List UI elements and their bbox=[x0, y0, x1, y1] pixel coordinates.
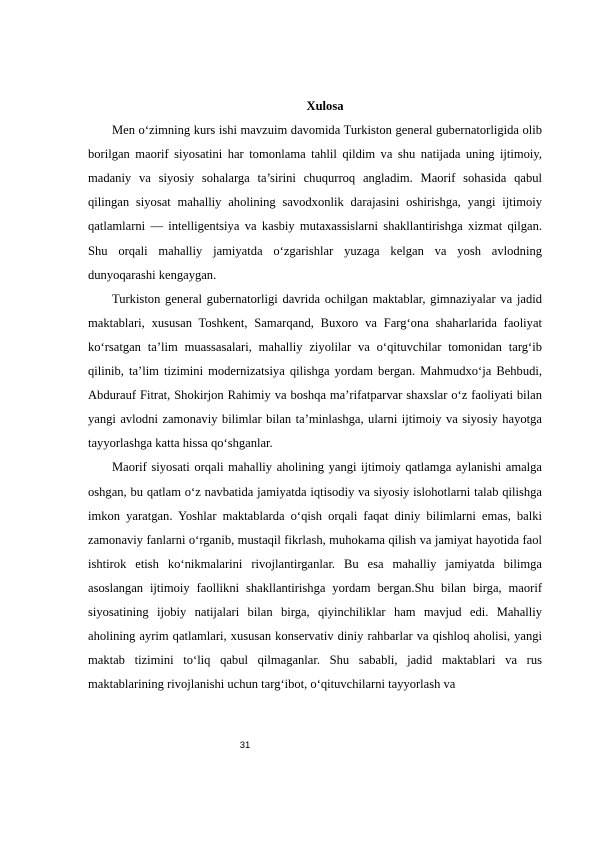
paragraph-1: Men o‘zimning kurs ishi mavzuim davomida Turkiston general gubernatorligida olib borilgan maorif siyosatini har tomonlama tahlil qildim va shu natijada uning ijtimoiy, madaniy va siyosiy sohalarga ta’sirini chuqurroq angladim. Maorif sohasida qabul qilingan siyosat mahalliy aholining savodxonlik darajasini oshirishga, yangi ijtimoiy qatlamlarni — intelligentsiya va kasbiy mutaxassislarni shakllantirishga xizmat qilgan. Shu orqali mahalliy jamiyatda o‘zgarishlar yuzaga kelgan va yosh avlodning dunyoqarashi kengaygan. bbox=[88, 123, 542, 282]
page-number: 31 bbox=[239, 740, 251, 751]
document-body bbox=[88, 94, 542, 696]
section-title: Xulosa bbox=[306, 99, 344, 113]
paragraph-3: Maorif siyosati orqali mahalliy aholining yangi ijtimoiy qatlamga aylanishi amalga oshgan, bu qatlam o‘z navbatida jamiyatda iqtisodiy va siyosiy islohotlarni talab qilishga imkon yaratgan. Yoshlar maktablarda o‘qish orqali faqat diniy bilimlarni emas, balki zamonaviy fanlarni o‘rganib, mustaqil fikrlash, muhokama qilish va jamiyat hayotida faol ishtirok etish ko‘nikmalarini rivojlantirganlar. Bu esa mahalliy jamiyatda bilimga asoslangan ijtimoiy faollikni shakllantirishga yordam bergan.Shu bilan birga, maorif siyosatining ijobiy natijalari bilan birga, qiyinchiliklar ham mavjud edi. Mahalliy aholining ayrim qatlamlari, xususan konservativ diniy rahbarlar va qishloq aholisi, yangi maktab tizimini to‘liq qabul qilmaganlar. Shu sababli, jadid maktablari va rus maktablarining rivojlanishi uchun targ‘ibot, o‘qituvchilarni tayyorlash va bbox=[88, 460, 542, 692]
paragraph-2: Turkiston general gubernatorligi davrida ochilgan maktablar, gimnaziyalar va jadid maktablari, xususan Toshkent, Samarqand, Buxoro va Farg‘ona shaharlarida faoliyat ko‘rsatgan ta’lim muassasalari, mahalliy ziyolilar va o‘qituvchilar tomonidan targ‘ib qilinib, ta’lim tizimini modernizatsiya qilishga yordam bergan. Mahmudxo‘ja Behbudi, Abdurauf Fitrat, Shokirjon Rahimiy va boshqa ma’rifatparvar shaxslar o‘z faoliyati bilan yangi avlodni zamonaviy bilimlar bilan ta’minlashga, ularni ijtimoiy va siyosiy hayotga tayyorlashga katta hissa qo‘shganlar. bbox=[88, 291, 542, 451]
